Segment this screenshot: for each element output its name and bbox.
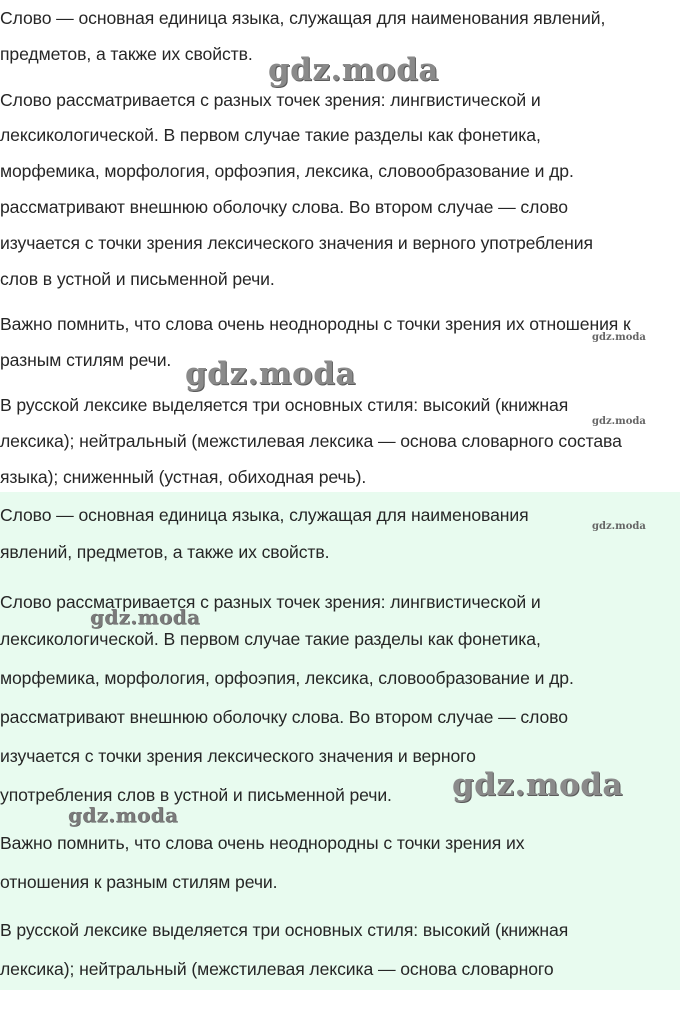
paragraph-line: изучается с точки зрения лексического значения и верного (0, 746, 476, 766)
paragraph-line: рассматривают внешнюю оболочку слова. Во втором случае — слово (0, 197, 568, 217)
watermark-logo: gdz.moda (68, 803, 179, 827)
paragraph-line: Важно помнить, что слова очень неоднородны с точки зрения их (0, 833, 525, 853)
paragraph-line: лексикологической. В первом случае такие разделы как фонетика, (0, 125, 541, 145)
paragraph-line: разным стилям речи. (0, 350, 172, 370)
watermark-logo: gdz.moda (90, 605, 201, 629)
watermark-logo: gdz.moda (592, 521, 646, 532)
paragraph-line: Слово — основная единица языка, служащая для наименования (0, 505, 529, 525)
paragraph-line: отношения к разным стилям речи. (0, 872, 278, 892)
paragraph-line: слов в устной и письменной речи. (0, 269, 275, 289)
paragraph-line: Важно помнить, что слова очень неоднородны с точки зрения их отношения к (0, 314, 631, 334)
paragraph-line: Слово — основная единица языка, служащая для наименования явлений, (0, 8, 606, 28)
paragraph-line: изучается с точки зрения лексического значения и верного употребления (0, 233, 593, 253)
paragraph-line: явлений, предметов, а также их свойств. (0, 542, 330, 562)
paragraph-line: В русской лексике выделяется три основных стиля: высокий (книжная (0, 920, 569, 940)
paragraph-line: морфемика, морфология, орфоэпия, лексика, словообразование и др. (0, 161, 574, 181)
paragraph-line: употребления слов в устной и письменной речи. (0, 785, 392, 805)
paragraph-line: Слово рассматривается с разных точек зрения: лингвистической и (0, 592, 541, 612)
paragraph-line: лексика); нейтральный (межстилевая лексика — основа словарного (0, 959, 554, 979)
paragraph-line: языка); сниженный (устная, обиходная речь). (0, 467, 367, 487)
watermark-logo: gdz.moda (452, 767, 623, 803)
watermark-logo: gdz.moda (185, 356, 356, 392)
paragraph-line: рассматривают внешнюю оболочку слова. Во втором случае — слово (0, 707, 568, 727)
paragraph-line: предметов, а также их свойств. (0, 44, 253, 64)
watermark-logo: gdz.moda (592, 332, 646, 343)
watermark-logo: gdz.moda (592, 416, 646, 427)
paragraph-line: лексика); нейтральный (межстилевая лексика — основа словарного состава (0, 431, 622, 451)
paragraph-line: Слово рассматривается с разных точек зрения: лингвистической и (0, 90, 541, 110)
paragraph-line: лексикологической. В первом случае такие разделы как фонетика, (0, 629, 541, 649)
text-block-original (0, 0, 680, 492)
text-block-highlighted (0, 492, 680, 990)
paragraph-line: морфемика, морфология, орфоэпия, лексика, словообразование и др. (0, 668, 574, 688)
paragraph-line: В русской лексике выделяется три основных стиля: высокий (книжная (0, 395, 569, 415)
watermark-logo: gdz.moda (268, 52, 439, 88)
